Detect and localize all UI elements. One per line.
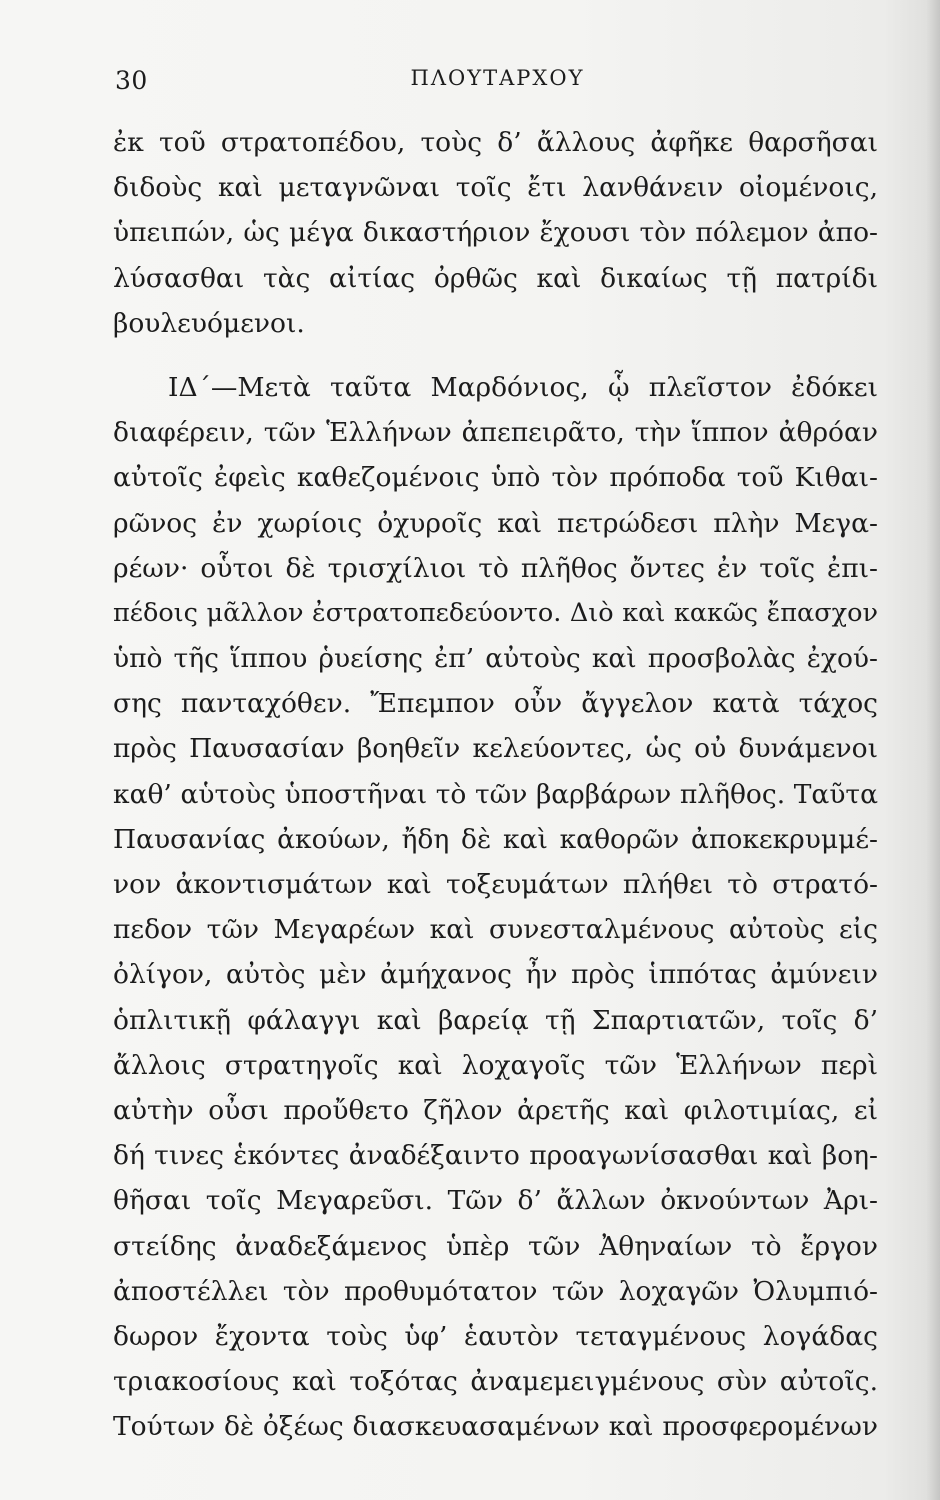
text-line: τριακοσίους καὶ τοξότας ἀναμεμειγμένους σὺν αὐτοῖς. [113,1366,878,1398]
text-line: διαφέρειν, τῶν Ἑλλήνων ἀπεπειρᾶτο, τὴν ἵππον ἀθρόαν [113,417,878,449]
text-line: πρὸς Παυσασίαν βοηθεῖν κελεύοντες, ὡς οὐ δυνάμενοι [113,733,878,765]
text-line: θῆσαι τοῖς Μεγαρεῦσι. Τῶν δ’ ἄλλων ὀκνούντων Ἀρι- [113,1185,878,1217]
text-line: πέδοις μᾶλλον ἐστρατοπεδεύοντο. Διὸ καὶ κακῶς ἔπασχον [113,597,878,628]
text-line: αὐτὴν οὖσι προὔθετο ζῆλον ἀρετῆς καὶ φιλοτιμίας, εἰ [113,1094,878,1126]
text-line: ὁπλιτικῇ φάλαγγι καὶ βαρείᾳ τῇ Σπαρτιατῶν, τοῖς δ’ [113,1004,878,1036]
text-line: ΙΔ΄—Μετὰ ταῦτα Μαρδόνιος, ᾧ πλεῖστον ἐδόκει [168,371,878,403]
text-line: νον ἀκοντισμάτων καὶ τοξευμάτων πλήθει τὸ στρατό- [113,869,878,900]
text-line: αὐτοῖς ἐφεὶς καθεζομένοις ὑπὸ τὸν πρόποδα τοῦ Κιθαι- [113,462,878,494]
text-line: διδοὺς καὶ μεταγνῶναι τοῖς ἔτι λανθάνειν οἰομένοις, [113,172,878,204]
paragraph-gap [113,346,878,365]
text-line: ἄλλοις στρατηγοῖς καὶ λοχαγοῖς τῶν Ἑλλήνων περὶ [113,1049,878,1081]
text-line: Τούτων δὲ ὀξέως διασκευασαμένων καὶ προσφερομένων [113,1411,878,1443]
running-title: ΠΛΟΥΤΑΡΧΟΥ [410,66,585,90]
text-line: ὑπὸ τῆς ἵππου ῥυείσης ἐπ’ αὐτοὺς καὶ προσβολὰς ἐχού- [113,643,878,675]
page-edge-shadow [926,0,940,1500]
text-line: Παυσανίας ἀκούων, ἤδη δὲ καὶ καθορῶν ἀποκεκρυμμέ- [113,823,878,855]
text-line: στείδης ἀναδεξάμενος ὑπὲρ τῶν Ἀθηναίων τὸ ἔργον [113,1230,878,1262]
paragraph-2 [113,365,878,1450]
text-line: δωρον ἔχοντα τοὺς ὑφ’ ἑαυτὸν τεταγμένους λογάδας [113,1320,878,1352]
text-line: λύσασθαι τὰς αἰτίας ὀρθῶς καὶ δικαίως τῇ πατρίδι [113,262,878,294]
text-line: βουλευόμενοι. [113,307,305,339]
text-line: ρῶνος ἐν χωρίοις ὀχυροῖς καὶ πετρώδεσι πλὴν Μεγα- [113,507,878,539]
text-line: καθ’ αὑτοὺς ὑποστῆναι τὸ τῶν βαρβάρων πλῆθος. Ταῦτα [113,778,878,810]
text-line: ὑπειπών, ὡς μέγα δικαστήριον ἔχουσι τὸν πόλεμον ἀπο- [113,217,878,249]
running-head [115,66,880,106]
text-line: ρέων· οὗτοι δὲ τρισχίλιοι τὸ πλῆθος ὄντες ἐν τοῖς ἐπι- [113,552,878,584]
text-line: ὀλίγον, αὐτὸς μὲν ἀμήχανος ἦν πρὸς ἱππότας ἀμύνειν [113,959,878,991]
text-line: σης πανταχόθεν. Ἔπεμπον οὖν ἄγγελον κατὰ τάχος [113,688,878,720]
body-text [113,120,878,1449]
text-line: πεδον τῶν Μεγαρέων καὶ συνεσταλμένους αὐτοὺς εἰς [113,914,878,946]
text-line: ἐκ τοῦ στρατοπέδου, τοὺς δ’ ἄλλους ἀφῆκε θαρσῆσαι [113,127,878,158]
text-line: δή τινες ἑκόντες ἀναδέξαιντο προαγωνίσασθαι καὶ βοη- [113,1140,878,1172]
paragraph-1 [113,120,878,346]
text-line: ἀποστέλλει τὸν προθυμότατον τῶν λοχαγῶν Ὀλυμπιό- [113,1275,878,1307]
page-number: 30 [115,66,148,95]
